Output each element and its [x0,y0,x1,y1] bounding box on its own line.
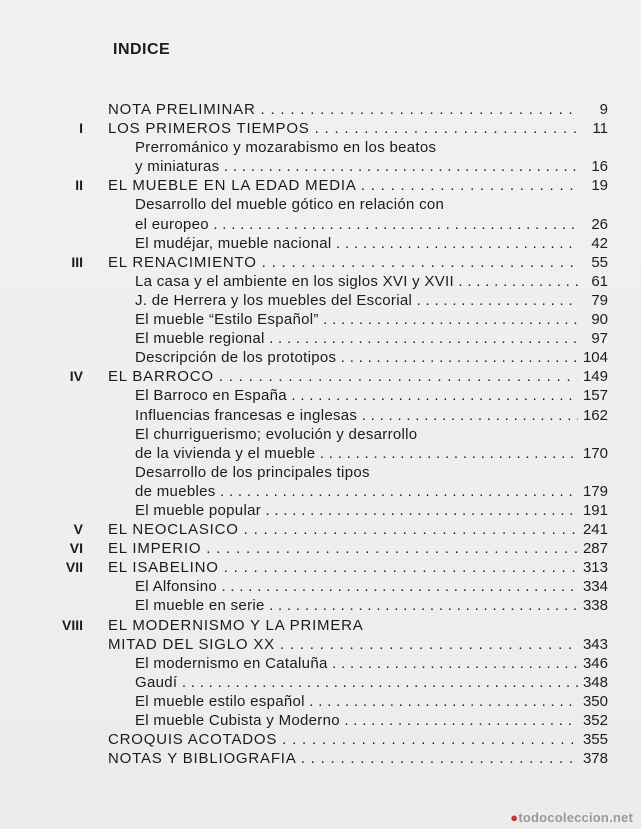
entry-title: EL IMPERIO . . . [108,539,578,558]
entry-title: Desarrollo del mueble gótico en relación con [135,196,445,214]
toc-entry [0,253,641,272]
page-number: 157 [582,387,608,405]
page-number: 179 [582,482,608,500]
entry-title: el europeo . . . [135,215,578,234]
chapter-number: V [73,521,83,538]
toc-entry [0,673,641,692]
entry-title: J. de Herrera y los muebles del Escorial . . . [135,291,578,310]
page-number: 26 [591,215,608,233]
watermark [510,810,633,825]
index-heading: INDICE [113,41,171,58]
toc-entry [0,310,641,329]
page-number: 350 [582,692,608,710]
entry-title: El Barroco en España . . . [135,386,578,405]
watermark-dot-icon: ● [510,810,519,825]
entry-title: El mueble en serie . . . [135,596,578,615]
entry-title: CROQUIS ACOTADOS . . . [108,730,578,749]
entry-title: El mudéjar, mueble nacional . . . [135,234,578,253]
entry-title: Prerrománico y mozarabismo en los beatos [135,139,437,157]
page-number: 191 [582,501,608,519]
entry-title: EL BARROCO . . . [108,367,578,386]
page-number: 346 [582,654,608,672]
entry-title: EL NEOCLASICO . . . [108,520,578,539]
page-number: 343 [582,635,608,653]
page-number: 104 [582,349,608,367]
chapter-number: III [71,253,83,270]
page-number: 348 [582,673,608,691]
entry-title: NOTAS Y BIBLIOGRAFIA . . . [108,749,578,768]
toc-entry [0,367,641,386]
entry-title: y miniaturas . . . [135,157,578,176]
toc-entry [0,215,641,234]
chapter-number: II [75,177,83,194]
page-number: 162 [582,406,608,424]
toc-entry [0,539,641,558]
toc-entry [0,616,641,635]
page-number: 79 [591,291,608,309]
toc-entry [0,577,641,596]
entry-title: El mueble Cubista y Moderno . . . [135,711,578,730]
toc-entry [0,425,641,444]
entry-title: El mueble popular . . . [135,501,578,520]
toc-entry [0,272,641,291]
toc-entry [0,711,641,730]
toc-entry [0,348,641,367]
entry-title: EL MODERNISMO Y LA PRIMERA [108,616,364,634]
page-number: 55 [591,253,608,271]
toc-entry [0,558,641,577]
toc-entry [0,234,641,253]
entry-title: Gaudí . . . [135,673,578,692]
chapter-number: VII [65,559,83,576]
toc-entry [0,176,641,195]
toc-entry [0,501,641,520]
toc-entry [0,119,641,138]
watermark-suffix: .net [609,810,633,825]
entry-title: MITAD DEL SIGLO XX . . . [108,635,578,654]
table-of-contents [0,100,641,768]
page-number: 16 [591,158,608,176]
page-number: 90 [591,311,608,329]
watermark-prefix: todocoleccion [518,810,610,825]
entry-title: EL RENACIMIENTO . . . [108,253,578,272]
page-number: 352 [582,712,608,729]
page-number: 287 [582,540,608,558]
page-number: 334 [582,578,608,596]
toc-entry [0,520,641,539]
page-number: 149 [582,368,608,386]
entry-title: NOTA PRELIMINAR . . . [108,100,578,119]
page-number: 42 [591,234,608,252]
entry-title: La casa y el ambiente en los siglos XVI y XVII . . . [135,272,578,291]
entry-title: El mueble estilo español . . . [135,692,578,711]
chapter-number: VIII [61,616,83,633]
toc-entry [0,157,641,176]
toc-entry [0,444,641,463]
toc-entry [0,195,641,214]
toc-entry [0,100,641,119]
page-number: 61 [591,272,608,290]
toc-entry [0,635,641,654]
entry-title: El modernismo en Cataluña . . . [135,654,578,673]
page-number: 11 [592,120,608,138]
chapter-number: IV [69,368,83,385]
toc-entry [0,482,641,501]
entry-title: LOS PRIMEROS TIEMPOS . . . [108,119,578,138]
page-number: 19 [591,177,608,195]
chapter-number: VI [69,540,83,557]
page-number: 97 [591,330,608,348]
entry-title: EL MUEBLE EN LA EDAD MEDIA . . . [108,176,578,195]
toc-entry [0,386,641,405]
entry-title: El churriguerismo; evolución y desarrollo [135,425,418,443]
toc-entry [0,329,641,348]
entry-title: de la vivienda y el mueble . . . [135,444,578,463]
toc-entry [0,749,641,768]
toc-entry [0,654,641,673]
entry-title: EL ISABELINO . . . [108,558,578,577]
chapter-number: I [79,120,83,137]
entry-title: Influencias francesas e inglesas . . . [135,406,578,425]
toc-entry [0,730,641,749]
entry-title: Desarrollo de los principales tipos [135,463,370,481]
page-number: 170 [582,444,608,462]
toc-entry [0,406,641,425]
entry-title: El Alfonsino . . . [135,577,578,596]
page-number: 355 [582,731,608,749]
toc-entry [0,138,641,157]
page-number: 313 [582,559,608,577]
entry-title: Descripción de los prototipos . . . [135,348,578,367]
toc-entry [0,692,641,711]
entry-title: El mueble regional . . . [135,329,578,348]
page-number: 9 [599,101,608,118]
entry-title: de muebles . . . [135,482,578,501]
page-number: 338 [582,597,608,615]
page-number: 241 [582,521,608,539]
toc-entry [0,463,641,482]
page-number: 378 [582,750,608,768]
toc-entry [0,291,641,310]
toc-entry [0,596,641,615]
entry-title: El mueble “Estilo Español” . . . [135,310,578,329]
